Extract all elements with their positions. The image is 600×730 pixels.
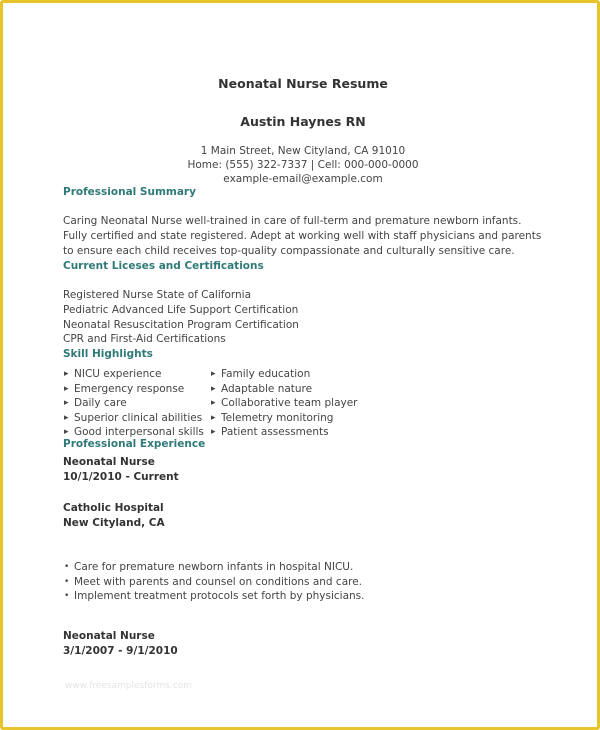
- skill-item: ▸ Patient assessments: [211, 426, 329, 438]
- skill-item: ▸ Collaborative team player: [211, 397, 358, 409]
- job-duties-list: [64, 560, 365, 604]
- job-title: Neonatal Nurse: [63, 456, 155, 468]
- summary-line: to ensure each child receives top-quality compassionate and culturally sensitive care.: [63, 245, 515, 257]
- job-location: New Cityland, CA: [63, 517, 165, 529]
- skill-item: ▸ Family education: [211, 368, 311, 380]
- summary-heading: Professional Summary: [63, 186, 196, 198]
- bullet-icon: ▸: [211, 369, 216, 379]
- bullet-icon: ▸: [211, 427, 216, 437]
- candidate-name: Austin Haynes RN: [240, 114, 366, 129]
- skill-item: ▸ Superior clinical abilities: [64, 411, 203, 424]
- bullet-icon: ▸: [64, 427, 69, 437]
- contact-email: example-email@example.com: [223, 173, 383, 185]
- bullet-icon: ▸: [64, 383, 69, 394]
- summary-line: Caring Neonatal Nurse well-trained in care of full-term and premature newborn infants.: [63, 215, 522, 227]
- bullet-icon: ▸: [64, 369, 69, 379]
- skills-heading: Skill Highlights: [63, 348, 153, 360]
- skill-item: ▸ Good interpersonal skills: [64, 426, 204, 438]
- bullet-icon: •: [64, 562, 70, 572]
- certification-item: Pediatric Advanced Life Support Certification: [63, 304, 299, 316]
- skills-right-list: [211, 367, 358, 440]
- skill-item: ▸ Adaptable nature: [211, 382, 313, 395]
- bullet-icon: ▸: [211, 383, 216, 394]
- skill-item: ▸ Emergency response: [64, 382, 185, 395]
- job-dates: 3/1/2007 - 9/1/2010: [63, 645, 178, 657]
- contact-phones: Home: (555) 322-7337 | Cell: 000-000-0000: [187, 159, 419, 171]
- duty-item: • Care for premature newborn infants in hospital NICU.: [64, 561, 354, 573]
- summary-line: Fully certified and state registered. Adept at working well with staff physicians and parents: [63, 230, 542, 242]
- bullet-icon: ▸: [211, 412, 216, 423]
- job-dates: 10/1/2010 - Current: [63, 471, 179, 483]
- contact-address: 1 Main Street, New Cityland, CA 91010: [200, 145, 406, 157]
- document-title: Neonatal Nurse Resume: [218, 76, 388, 91]
- duty-item: • Implement treatment protocols set forth by physicians.: [64, 590, 365, 602]
- certification-item: CPR and First-Aid Certifications: [63, 333, 226, 345]
- watermark-text: www.freesamplesforms.com: [65, 681, 193, 691]
- job-employer: Catholic Hospital: [63, 502, 164, 514]
- skill-item: ▸ Daily care: [64, 397, 127, 409]
- bullet-icon: ▸: [211, 398, 216, 408]
- certification-item: Registered Nurse State of California: [63, 289, 252, 301]
- certification-item: Neonatal Resuscitation Program Certification: [63, 319, 299, 331]
- duty-item: • Meet with parents and counsel on conditions and care.: [64, 575, 363, 588]
- bullet-icon: ▸: [64, 398, 69, 408]
- bullet-icon: •: [64, 576, 70, 587]
- skill-item: ▸ NICU experience: [64, 368, 162, 380]
- bullet-icon: ▸: [64, 412, 69, 423]
- bullet-icon: •: [64, 591, 70, 601]
- skills-left-list: [64, 367, 204, 440]
- experience-heading: Professional Experience: [63, 438, 206, 450]
- job-title: Neonatal Nurse: [63, 630, 155, 642]
- skill-item: ▸ Telemetry monitoring: [211, 411, 334, 424]
- certifications-heading: Current Liceses and Certifications: [63, 260, 264, 272]
